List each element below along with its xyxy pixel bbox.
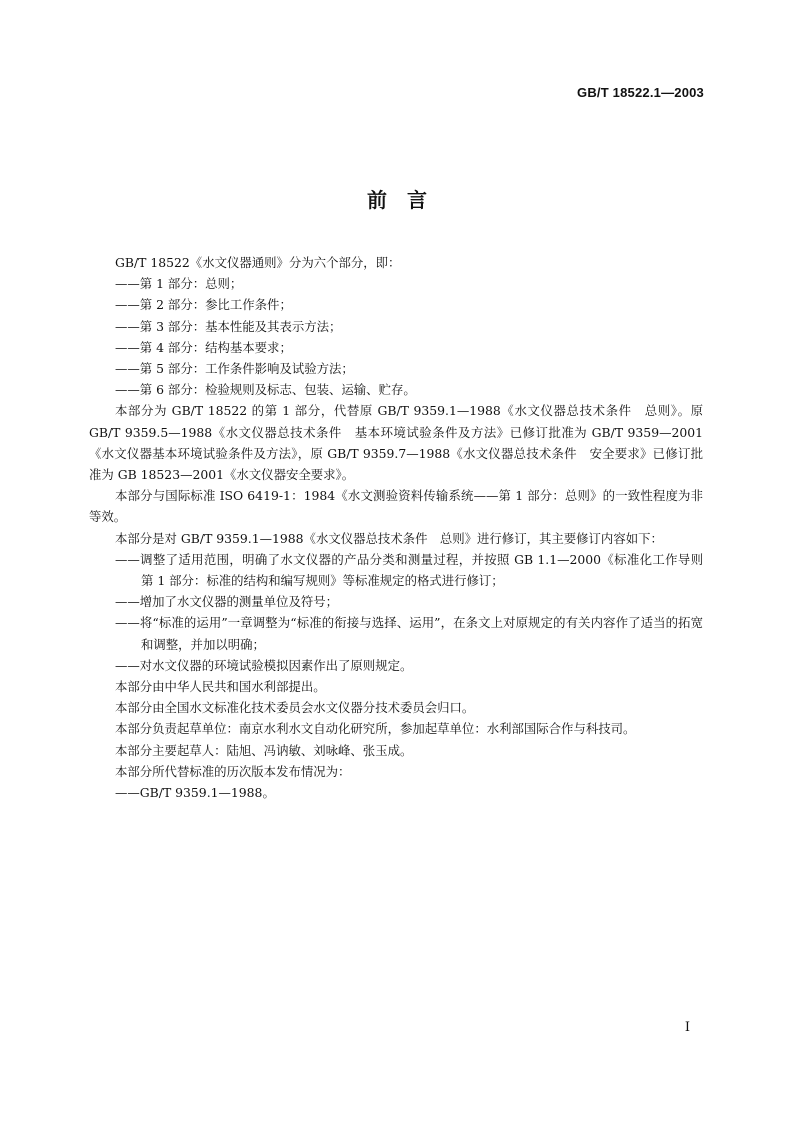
list-item-revision-3: ——将“标准的运用”一章调整为“标准的衔接与选择、运用”，在条文上对原规定的有关内容作了适当的拓宽和调整，并加以明确；	[115, 615, 703, 652]
list-item-history-1: ——GB/T 9359.1—1988。	[115, 785, 275, 801]
list-item-part-6: ——第 6 部分：检验规则及标志、包装、运输、贮存。	[115, 382, 416, 398]
paragraph-drafters: 本部分主要起草人：陆旭、冯讷敏、刘咏峰、张玉成。	[115, 742, 413, 758]
page-title: 前 言	[367, 188, 427, 212]
list-item-revision-4: ——对水文仪器的环境试验模拟因素作出了原则规定。	[115, 657, 413, 673]
list-item-part-4: ——第 4 部分：结构基本要求；	[115, 339, 292, 355]
list-item-part-5: ——第 5 部分：工作条件影响及试验方法；	[115, 361, 354, 377]
standard-number: GB/T 18522.1—2003	[577, 85, 704, 100]
list-item-part-1: ——第 1 部分：总则；	[115, 276, 243, 292]
list-item-part-3: ——第 3 部分：基本性能及其表示方法；	[115, 318, 342, 334]
paragraph-replaces: 本部分为 GB/T 18522 的第 1 部分，代替原 GB/T 9359.1—1988《水文仪器总技术条件 总则》。原 GB/T 9359.5—1988《水文仪器总技术条件 基本环境试验条件及方法》已修订批准为 GB/T 9359—2001《水文仪器基本环境试验条件及方法》，原 GB/T 9359.7—1988《水文仪器总技术条件 安全要求》已修订批准为 GB 18523—2001《水文仪器安全要求》。	[89, 403, 703, 483]
paragraph-drafting-units: 本部分负责起草单位：南京水利水文自动化研究所，参加起草单位：水利部国际合作与科技司。	[115, 721, 636, 737]
paragraph-intro: GB/T 18522《水文仪器通则》分为六个部分，即：	[115, 255, 401, 270]
paragraph-revision-intro: 本部分是对 GB/T 9359.1—1988《水文仪器总技术条件 总则》进行修订，其主要修订内容如下：	[115, 530, 663, 546]
list-item-part-2: ——第 2 部分：参比工作条件；	[115, 297, 292, 313]
paragraph-managed-by: 本部分由全国水文标准化技术委员会水文仪器分技术委员会归口。	[115, 700, 475, 716]
paragraph-iso-consistency: 本部分与国际标准 ISO 6419-1：1984《水文测验资料传输系统——第 1 部分：总则》的一致性程度为非等效。	[89, 488, 703, 525]
paragraph-proposed-by: 本部分由中华人民共和国水利部提出。	[115, 679, 326, 695]
list-item-revision-2: ——增加了水文仪器的测量单位及符号；	[115, 594, 339, 610]
page-number: I	[684, 1020, 690, 1035]
list-item-revision-1: ——调整了适用范围，明确了水文仪器的产品分类和测量过程，并按照 GB 1.1—2000《标准化工作导则 第 1 部分：标准的结构和编写规则》等标准规定的格式进行修订；	[115, 551, 716, 589]
document-body	[89, 252, 716, 803]
paragraph-history: 本部分所代替标准的历次版本发布情况为：	[115, 763, 351, 779]
